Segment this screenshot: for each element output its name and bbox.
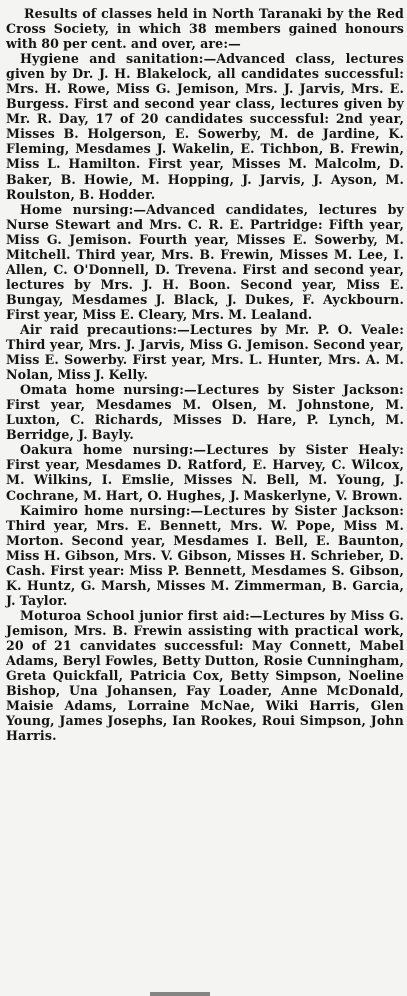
article-intro-paragraph: Results of classes held in North Taranaki by the Red Cross Society, in which 38 members gained honours with 80 per cent. and over, are:— (6, 6, 404, 52)
omata-home-nursing-paragraph: Omata home nursing:—Lectures by Sister Jackson: First year, Mesdames M. Olsen, M. Johnstone, M. Luxton, C. Richards, Misses D. Hare, P. Lynch, M. Berridge, J. Bayly. (6, 382, 404, 443)
home-nursing-paragraph: Home nursing:—Advanced candidates, lectures by Nurse Stewart and Mrs. C. R. E. Partridge: Fifth year, Miss G. Jemison. Fourth year, Misses E. Sowerby, M. Mitchell. Third year, Mrs. B. Frewin, Misses M. Lee, I. Allen, C. O'Donnell, D. Trevena. First and second year, lectures by Mrs. J. H. Boon. Second year, Miss E. Bungay, Mesdames J. Black, J. Dukes, F. Ayckbourn. First year, Miss E. Cleary, Mrs. M. Lealand. (6, 201, 404, 322)
page-cut-edge (150, 992, 210, 996)
moturoa-first-aid-paragraph: Moturoa School junior first aid:—Lectures by Miss G. Jemison, Mrs. B. Frewin assisting with practical work, 20 of 21 canvidates successful: May Connett, Mabel Adams, Beryl Fowles, Betty Dutton, Rosie Cunningham, Greta Quickfall, Patricia Cox, Betty Simpson, Noeline Bishop, Una Johansen, Fay Loader, Anne McDonald, Maisie Adams, Lorraine McNae, Wiki Harris, Glen Young, James Josephs, Ian Rookes, Roui Simpson, John Harris. (6, 607, 404, 744)
oakura-home-nursing-paragraph: Oakura home nursing:—Lectures by Sister Healy: First year, Mesdames D. Ratford, E. Harvey, C. Wilcox, M. Wilkins, I. Emslie, Misses N. Bell, M. Young, J. Cochrane, M. Hart, O. Hughes, J. Maskerlyne, V. Brown. (6, 442, 404, 503)
air-raid-precautions-paragraph: Air raid precautions:—Lectures by Mr. P. O. Veale: Third year, Mrs. J. Jarvis, Miss G. Jemison. Second year, Miss E. Sowerby. First year, Mrs. L. Hunter, Mrs. A. M. Nolan, Miss J. Kelly. (6, 321, 404, 383)
hygiene-sanitation-paragraph: Hygiene and sanitation:—Advanced class, lectures given by Dr. J. H. Blakelock, all candidates successful: Mrs. H. Rowe, Miss G. Jemison, Mrs. J. Jarvis, Mrs. E. Burgess. First and second year class, lectures given by Mr. R. Day, 17 of 20 candidates successful: 2nd year, Misses B. Holgerson, E. Sowerby, M. de Jardine, K. Fleming, Mesdames J. Wakelin, E. Tichbon, B. Frewin, Miss L. Hamilton. First year, Misses M. Malcolm, D. Baker, B. Howie, M. Hopping, J. Jarvis, J. Ayson, M. Roulston, B. Hodder. (6, 51, 404, 202)
kaimiro-home-nursing-paragraph: Kaimiro home nursing:—Lectures by Sister Jackson: Third year, Mrs. E. Bennett, Mrs. W. Pope, Miss M. Morton. Second year, Mesdames I. Bell, E. Baunton, Miss H. Gibson, Mrs. V. Gibson, Misses H. Schrieber, D. Cash. First year: Miss P. Bennett, Mesdames S. Gibson, K. Huntz, G. Marsh, Misses M. Zimmerman, B. Garcia, J. Taylor. (6, 502, 404, 608)
